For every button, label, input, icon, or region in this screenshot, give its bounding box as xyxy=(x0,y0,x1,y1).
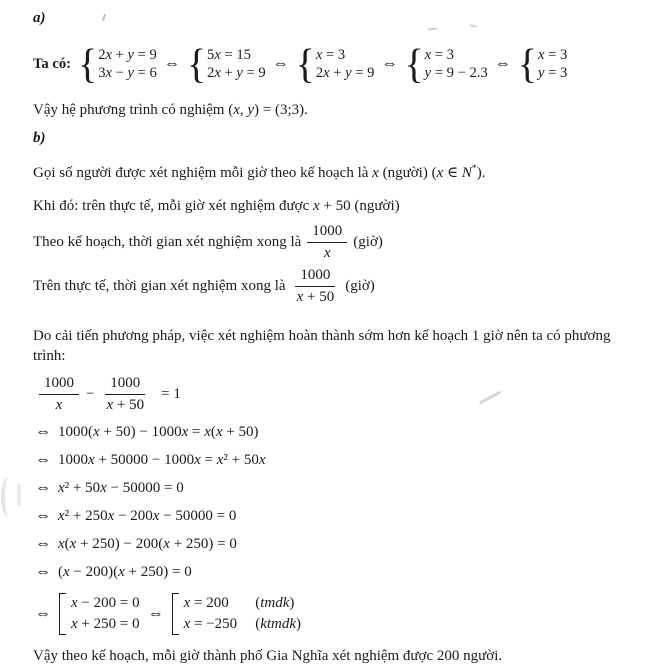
derivation-step-3 xyxy=(33,478,644,498)
case-equation: x + 250 = 0 xyxy=(71,616,140,632)
derivation-step-4 xyxy=(33,506,644,526)
iff-symbol: ⇔ xyxy=(35,535,51,552)
system-5 xyxy=(517,40,568,87)
system-1-eq-bottom: 3x − y = 6 xyxy=(98,65,157,81)
derivation-step-6 xyxy=(33,562,644,582)
conclusion-a-text: Vậy hệ phương trình có nghiệm xyxy=(33,102,225,118)
case-note: (ktmdk) xyxy=(255,616,302,632)
iff-symbol: ⇔ xyxy=(35,451,51,468)
theo-text: Theo kế hoạch, thời gian xét nghiệm xong là xyxy=(33,233,302,250)
fraction-denominator: x xyxy=(55,396,63,413)
square-bracket xyxy=(59,593,66,635)
fraction-denominator: x xyxy=(323,244,331,261)
period: . xyxy=(304,102,308,118)
equation-intro-text: Do cải tiến phương pháp, việc xét nghiệm hoàn thành sớm hơn kế hoạch 1 giờ nên ta có phương trình: xyxy=(33,328,611,364)
system-3-eq-top: x = 3 xyxy=(315,47,346,63)
equation-rhs: = 1 xyxy=(161,385,181,402)
cases-bracket-1 xyxy=(59,593,140,635)
cases-bracket-2 xyxy=(172,593,301,635)
fraction-numerator: 1000 xyxy=(295,267,335,287)
left-brace: { xyxy=(77,40,98,87)
fraction-denominator: x + 50 xyxy=(296,288,335,305)
theo-unit: (giờ) xyxy=(353,233,383,250)
system-4-eq-top: x = 3 xyxy=(424,47,454,63)
khido-unit: (người) xyxy=(354,198,400,214)
step-expression: (x − 200)(x + 250) = 0 xyxy=(58,564,192,580)
intro-condition-close: ) xyxy=(476,165,482,181)
b-tren-line xyxy=(33,266,644,306)
fraction-numerator: 1000 xyxy=(105,375,145,395)
fraction-2 xyxy=(101,375,149,414)
system-5-eq-top: x = 3 xyxy=(537,47,568,63)
main-equation xyxy=(33,374,644,414)
tren-text: Trên thực tế, thời gian xét nghiệm xong là xyxy=(33,277,286,294)
step-expression: 1000x + 50000 − 1000x = x² + 50x xyxy=(58,452,266,468)
fraction-actual-time xyxy=(292,267,340,306)
step-expression: x² + 50x − 50000 = 0 xyxy=(58,480,184,496)
system-equivalence-line xyxy=(33,42,644,86)
solution-cases-line xyxy=(33,590,644,638)
intro-condition-open: (x ∈ N xyxy=(431,165,472,181)
khido-math: x + 50 xyxy=(313,198,351,214)
step-expression: 1000(x + 50) − 1000x = x(x + 50) xyxy=(58,424,259,440)
system-5-eq-bottom: y = 3 xyxy=(537,65,568,81)
iff-symbol: ⇔ xyxy=(35,507,51,524)
system-3-eq-bottom: 2x + y = 9 xyxy=(315,65,375,81)
left-brace: { xyxy=(517,40,537,87)
iff-symbol: ⇔ xyxy=(147,605,164,622)
case-solution: x = 200 xyxy=(183,595,229,611)
b-intro-line xyxy=(33,158,644,184)
final-text: Vậy theo kế hoạch, mỗi giờ thành phố Gia Nghĩa xét nghiệm được xyxy=(33,648,434,664)
case-equation: x − 200 = 0 xyxy=(71,595,140,611)
derivation-step-2 xyxy=(33,450,644,470)
step-expression: x(x + 250) − 200(x + 250) = 0 xyxy=(58,536,237,552)
iff-symbol: ⇔ xyxy=(494,55,511,72)
square-bracket xyxy=(172,593,179,635)
tren-unit: (giờ) xyxy=(345,277,375,294)
system-2 xyxy=(186,40,266,87)
ta-co-label: Ta có: xyxy=(33,55,71,72)
system-1-eq-top: 2x + y = 9 xyxy=(98,47,157,63)
b-khido-line xyxy=(33,196,644,216)
iff-symbol: ⇔ xyxy=(272,55,289,72)
final-value: 200 xyxy=(436,648,460,664)
system-3 xyxy=(295,40,375,87)
b-theo-line xyxy=(33,222,644,262)
left-brace: { xyxy=(186,40,207,87)
fraction-numerator: 1000 xyxy=(307,223,347,243)
derivation-step-5 xyxy=(33,534,644,554)
intro-text: Gọi số người được xét nghiệm mỗi giờ theo kế hoạch là xyxy=(33,165,369,181)
iff-symbol: ⇔ xyxy=(163,55,180,72)
system-2-eq-top: 5x = 15 xyxy=(207,47,251,63)
fraction-1 xyxy=(39,375,79,414)
part-a-label: a) xyxy=(33,10,46,26)
step-expression: x² + 250x − 200x − 50000 = 0 xyxy=(58,508,237,524)
system-1 xyxy=(77,40,157,87)
system-4-eq-bottom: y = 9 − 2.3 xyxy=(424,65,488,81)
intro-unit: (người) xyxy=(382,165,428,181)
system-4 xyxy=(404,40,488,87)
case-note: (tmdk) xyxy=(255,595,295,611)
iff-symbol: ⇔ xyxy=(35,563,51,580)
b-equation-intro xyxy=(33,326,644,366)
conclusion-a-math: (x, y) = (3;3) xyxy=(228,102,305,118)
intro-variable: x xyxy=(372,165,379,181)
khido-text: Khi đó: trên thực tế, mỗi giờ xét nghiệm được xyxy=(33,198,310,214)
n-star-superscript: * xyxy=(471,163,477,174)
iff-symbol: ⇔ xyxy=(35,605,51,622)
period: . xyxy=(481,165,486,181)
left-brace: { xyxy=(295,40,315,87)
b-final-conclusion xyxy=(33,646,644,666)
iff-symbol: ⇔ xyxy=(35,423,51,440)
iff-symbol: ⇔ xyxy=(381,55,398,72)
fraction-numerator: 1000 xyxy=(39,375,79,395)
minus-operator: − xyxy=(86,385,95,402)
part-a-conclusion xyxy=(33,100,644,120)
final-unit: người. xyxy=(463,648,503,664)
case-solution: x = −250 xyxy=(183,616,238,632)
system-2-eq-bottom: 2x + y = 9 xyxy=(207,65,266,81)
fraction-plan-time xyxy=(307,223,347,262)
derivation-step-1 xyxy=(33,422,644,442)
iff-symbol: ⇔ xyxy=(35,479,51,496)
left-brace: { xyxy=(404,40,424,87)
part-b-label: b) xyxy=(33,130,46,146)
fraction-denominator: x + 50 xyxy=(106,396,145,413)
